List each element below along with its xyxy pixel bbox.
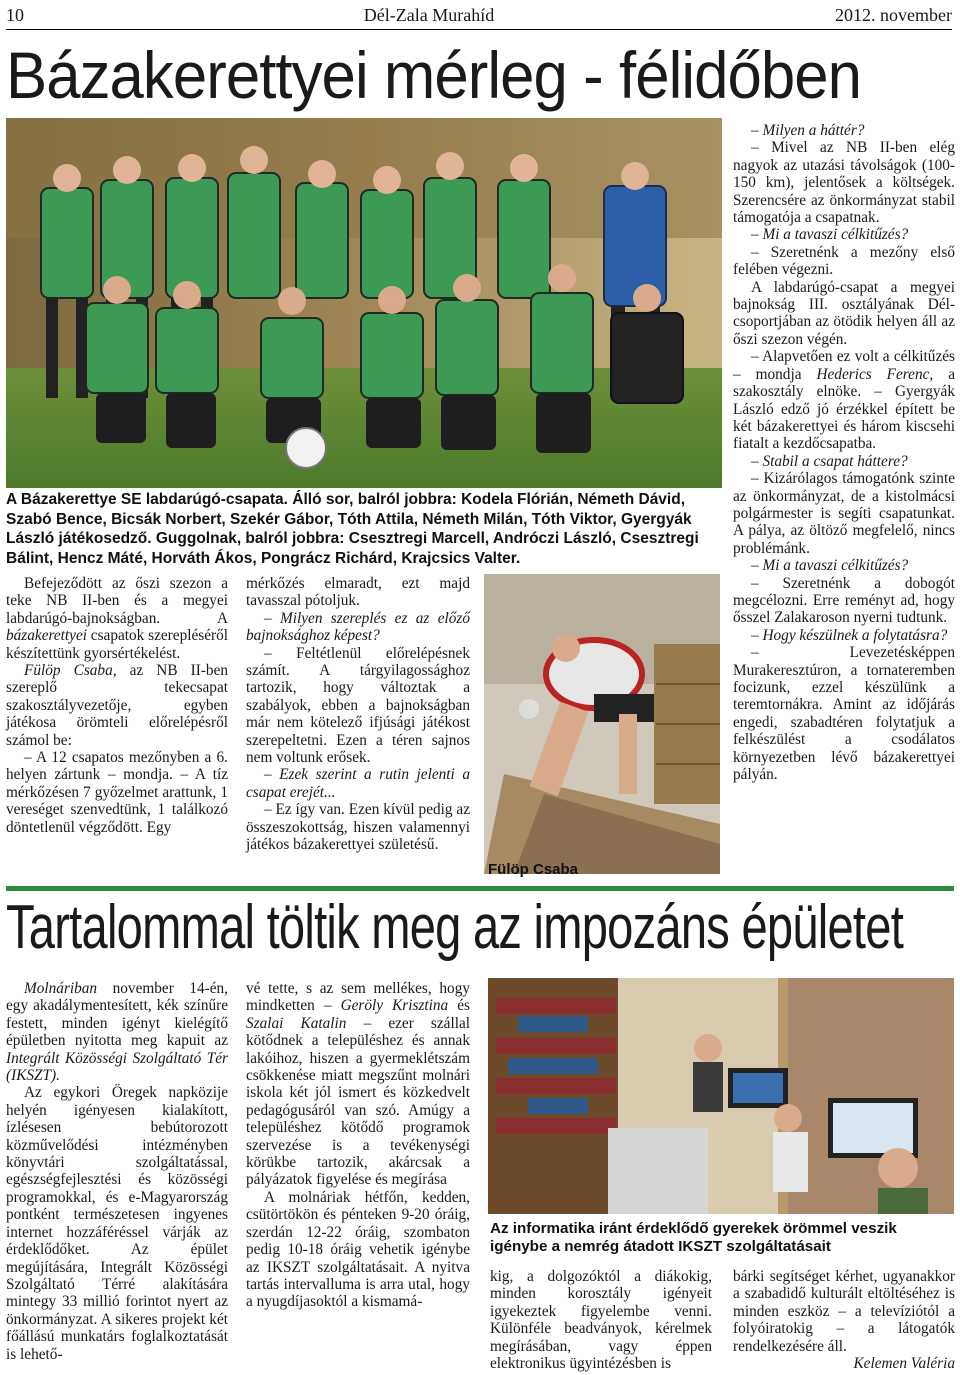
text: – A 12 csapatos mezőnyben a 6. helyen zártunk – mondja. – A tíz mérkőzésen 7 győzelmet arattunk, 1 vereséget szenvedtünk, 1 találkozó döntetlenül végződött. Egy [6,749,228,836]
question [733,453,955,470]
paragraph [733,244,955,279]
paragraph [6,575,228,662]
page-header [6,0,952,26]
section-divider [6,886,954,891]
question [733,557,955,574]
text: vé tette, s az sem mellékes, hogy mindketten – [246,980,470,1015]
team-photo [6,118,722,488]
emphasis: – Stabil a csapat háttere? [751,452,908,470]
emphasis: Hederics Ferenc [816,365,930,383]
text: november 14-én, egy akadálymentesített, kék színűre festett, minden igényt kielégítő épületben nyitotta meg kapuit az [6,980,228,1050]
paragraph [733,279,955,349]
emphasis: Szalai Katalin [246,1014,347,1032]
article2-headline: Tartalommal töltik meg az impozáns épületet [6,893,904,962]
emphasis: Molnáriban [24,980,98,997]
emphasis: – Hogy készülnek a folytatásra? [751,626,948,644]
paragraph [733,644,955,783]
newspaper-name: Dél-Zala Murahíd [363,5,495,25]
emphasis: Fülöp Csaba [24,662,113,680]
paragraph: kig, a dolgozóktól a diákokig, minden korosztály igényeit igyekeztek figyelembe venni. Különféle beadványok, kérelmek megírásában, vagy éppen elektronikus ügyintézésben is [490,1268,712,1373]
emphasis: – Mi a tavaszi célkitűzés? [751,226,909,244]
paragraph [6,1084,228,1363]
emphasis: Geröly Krisztina [340,997,449,1015]
bowler-photo-caption: Fülöp Csaba [488,861,579,878]
ikszt-photo [488,978,954,1214]
question [246,610,470,645]
header-rule [6,29,952,30]
emphasis: – Mi a tavaszi célkitűzés? [751,557,909,575]
emphasis: Integrált Közösségi Szolgáltató Tér (IKSZT). [6,1049,228,1085]
article2-column-1 [6,980,228,1363]
paragraph [246,575,470,610]
article2-column-4 [733,1268,955,1372]
question [733,226,955,243]
text: – ezer szállal kötődnek a településhez és annak lakóihoz, hiszen a gyermeklétszám csökkenése miatt megszűnt molnári iskola két jól ismert és közkedvelt pedagógusáról van szó. Amúgy a településhez kötődő programok szervezése is a tevékenységi körükbe tartozik, akárcsak a pályázatok figyelése és megírása [246,1014,471,1189]
emphasis: – Ezek szerint a rutin jelenti a csapat erejét... [246,766,470,801]
article1-headline: Bázakerettyei mérleg - félidőben [6,38,862,112]
text: Az egykori Öregek napközije helyén igényesen kialakított, ízlésesen bebútorozott közművelődési intézményben könyvtári szolgáltatással, egészségfejlesztési és közösségi programokkal, és e-Magyarország pontként természetesen ingyenes internet hozzáféréssel várják az érdeklődőket. Az épület megújítására, Integrált Közösségi Szolgáltató Térré alakítására mintegy 33 millió forintot nyert az önkormányzat. A sikeres projekt két főállású munkatárs foglalkoztatását is lehető- [6,1084,228,1363]
team-photo-caption: A Bázakerettye SE labdarúgó-csapata. Álló sor, balról jobbra: Kodela Flórián, Németh Dávid, Szabó Bence, Bicsák Norbert, Szekér Gábor, Tóth Attila, Németh Milán, Tóth Viktor, Gyergyák László játékosedző. Guggolnak, balról jobbra: Csesztregi Marcell, Andróczi László, Csesztregi Bálint, Hencz Máté, Horváth Ákos, Pongrácz Richárd, Krajcsics Valter. [6,491,699,567]
paragraph [246,1189,470,1311]
paragraph [733,139,955,226]
paragraph [733,348,955,452]
text: mérkőzés elmaradt, ezt majd tavasszal pótoljuk. [246,575,470,610]
text: A molnáriak hétfőn, kedden, csütörtökön és pénteken 9-20 óráig, szerdán 12-22 óráig, szombaton pedig 10-18 óráig vehetik igénybe az IKSZT szolgáltatásait. A nyitva tartás intervalluma is arra utal, hogy a nyugdíjasoktól a kismamá- [246,1188,470,1311]
article2-column-2 [246,980,470,1311]
text: – Alapvetően ez volt a célkitűzés – mondja [733,348,955,383]
paragraph [733,575,955,627]
text: – Levezetésképpen Murakeresztúron, a tornateremben focizunk, ezzel készülünk a teremtornákra. Amint az időjárás engedi, szabadtéren folytatjuk a felkészülést a csodálatos környezetben lévő bázakerettyei pályán. [733,644,955,784]
text: csapatok szerepléséről készítettünk gyorsértékelést. [6,627,228,662]
text: , az NB II-ben szereplő tekecsapat szakosztályvezetője, egyben játékosa örömteli előrelépésről számol be: [6,662,229,749]
issue-date: 2012. november [835,5,952,25]
article1-column-3 [733,122,955,783]
text: Befejeződött az őszi szezon a teke NB II-ben és a megyei labdarúgó-bajnokságban. A [6,575,228,627]
article2-column-3 [490,1268,712,1372]
question [733,122,955,139]
paragraph [6,980,228,1084]
question [733,627,955,644]
emphasis: – Milyen szereplés ez az előző bajnoksághoz képest? [246,609,470,645]
paragraph [246,801,470,853]
author-signature: Kelemen Valéria [853,1355,955,1373]
text: , a szakosztály elnöke. – Gyergyák László edző jó érzékkel épített be két bázakerettyei és három kiscsehi fiatalt a kezdőcsapatba. [733,365,955,453]
emphasis: bázakerettyei [6,627,87,645]
paragraph [246,645,470,767]
paragraph [733,470,955,557]
text: – Szeretnénk a dobogót megcélozni. Erre reményt ad, hogy ősszel Zalakaroson nyerni tudtunk. [733,574,955,627]
bowler-photo [484,574,720,874]
emphasis: – Milyen a háttér? [751,122,865,139]
paragraph: bárki segítséget kérhet, ugyanakkor a szabadidő kulturált eltöltéséhez is minden eszköz – a televíziótól a folyóiratokig – a látogatók rendelkezésére áll. [733,1268,955,1355]
article1-column-1 [6,575,228,836]
text: A labdarúgó-csapat a megyei bajnokság III. osztályának Dél-csoportjában az ötödik helyen áll az őszi szezon végén. [733,278,955,348]
question [246,766,470,801]
text: – Kizárólagos támogatónk szinte az önkormányzat, de a kistolmácsi polgármester is segíti csapatunkat. A pálya, az öltöző megfelelő, nincs problémánk. [733,470,955,557]
text: – Ez így van. Ezen kívül pedig az összeszokottság, hiszen valamennyi játékos bázakerettyei születésű. [246,801,470,854]
paragraph [6,662,228,749]
paragraph [246,980,470,1189]
text: – Feltétlenül előrelépésnek számít. A tárgyilagossághoz tartozik, hogy változtak a szabályok, ebben a bajnokságban már nem kötelező ifjúsági játékost szerepeltetni. Ezen a téren sajnos nem voltunk erősek. [246,644,470,767]
ikszt-photo-caption: Az informatika iránt érdeklődő gyerekek örömmel veszik igénybe a nemrég átadott IKSZT szolgáltatásait [490,1220,897,1255]
paragraph [6,749,228,836]
text: – Szeretnénk a mezőny első felében végezni. [733,243,955,279]
page-number: 10 [6,5,24,25]
text: – Mivel az NB II-ben elég nagyok az utazási távolságok (100-150 km), jelentősek a költségek. Szerencsére az önkormányzat stabil támogatója a csapatnak. [733,139,955,227]
text: és [448,997,470,1015]
article1-column-2 [246,575,470,854]
